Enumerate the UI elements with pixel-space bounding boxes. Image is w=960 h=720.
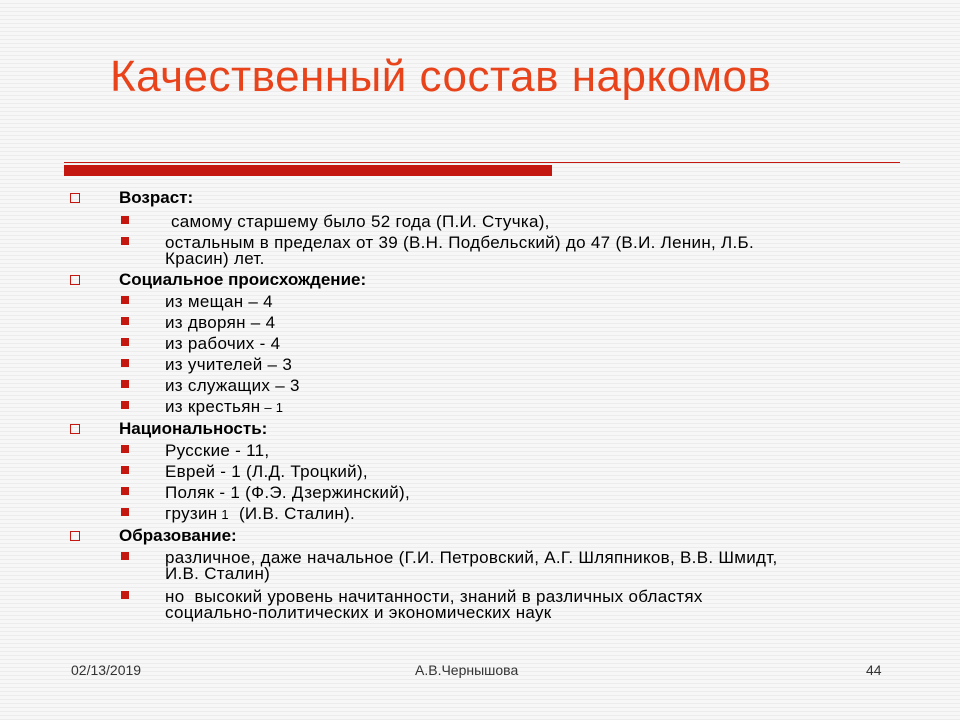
- hollow-square-bullet-icon: [70, 531, 80, 541]
- section-age: [68, 187, 908, 269]
- list-item-count: – 1: [260, 400, 284, 415]
- list-item-text-tail: (И.В. Сталин).: [228, 504, 356, 523]
- section-heading-text: Социальное происхождение:: [119, 270, 367, 289]
- list-item: [68, 209, 908, 232]
- list-item-text: Поляк - 1 (Ф.Э. Дзержинский),: [165, 483, 410, 502]
- list-item: [68, 461, 908, 482]
- filled-square-bullet-icon: [121, 216, 129, 224]
- list-item-text: из учителей – 3: [165, 355, 293, 374]
- filled-square-bullet-icon: [121, 487, 129, 495]
- list-item-text: различное, даже начальное (Г.И. Петровский, А.Г. Шляпников, В.В. Шмидт,: [165, 548, 778, 567]
- list-item-text: грузин: [165, 504, 218, 523]
- list-item: [68, 584, 908, 623]
- slide-content: [68, 187, 908, 623]
- section-heading-text: Национальность:: [119, 419, 268, 438]
- title-divider-thin: [64, 162, 900, 163]
- section-heading-text: Образование:: [119, 526, 237, 545]
- section-education: [68, 525, 908, 623]
- hollow-square-bullet-icon: [70, 193, 80, 203]
- list-item-text-continued: И.В. Сталин): [165, 564, 271, 583]
- footer-date: 02/13/2019: [71, 662, 142, 678]
- list-item: [68, 547, 908, 584]
- list-item-text: из крестьян: [165, 397, 261, 416]
- slide-title: Качественный состав наркомов: [110, 52, 772, 101]
- list-item-text: из мещан – 4: [165, 292, 273, 311]
- list-item-text: из служащих – 3: [165, 376, 300, 395]
- list-item: [68, 482, 908, 503]
- filled-square-bullet-icon: [121, 591, 129, 599]
- filled-square-bullet-icon: [121, 359, 129, 367]
- list-item-count: 1: [217, 507, 229, 522]
- section-heading-text: Возраст:: [119, 188, 194, 207]
- list-item-text: Русские - 11,: [165, 441, 270, 460]
- footer-author: А.В.Чернышова: [415, 662, 519, 678]
- filled-square-bullet-icon: [121, 338, 129, 346]
- filled-square-bullet-icon: [121, 380, 129, 388]
- list-item-text-continued: социально-политических и экономических наук: [165, 603, 552, 622]
- list-item: [68, 375, 908, 396]
- filled-square-bullet-icon: [121, 445, 129, 453]
- section-social-origin: [68, 269, 908, 418]
- list-item-text: из дворян – 4: [165, 313, 276, 332]
- list-item: [68, 312, 908, 333]
- list-item-text: Еврей - 1 (Л.Д. Троцкий),: [165, 462, 368, 481]
- filled-square-bullet-icon: [121, 552, 129, 560]
- section-heading: [68, 269, 908, 291]
- list-item-text: из рабочих - 4: [165, 334, 281, 353]
- filled-square-bullet-icon: [121, 401, 129, 409]
- filled-square-bullet-icon: [121, 317, 129, 325]
- filled-square-bullet-icon: [121, 237, 129, 245]
- list-item: [68, 503, 908, 525]
- list-item: [68, 333, 908, 354]
- hollow-square-bullet-icon: [70, 275, 80, 285]
- footer-page-number: 44: [866, 662, 882, 678]
- list-item-text: самому старшему было 52 года (П.И. Стучка),: [171, 212, 550, 231]
- list-item: [68, 232, 908, 269]
- list-item: [68, 396, 908, 418]
- filled-square-bullet-icon: [121, 466, 129, 474]
- list-item-text: но высокий уровень начитанности, знаний в различных областях: [165, 587, 703, 606]
- hollow-square-bullet-icon: [70, 424, 80, 434]
- list-item: [68, 291, 908, 312]
- section-heading: [68, 187, 908, 209]
- filled-square-bullet-icon: [121, 296, 129, 304]
- section-nationality: [68, 418, 908, 525]
- list-item-text-continued: Красин) лет.: [165, 249, 265, 268]
- section-heading: [68, 418, 908, 440]
- list-item-text: остальным в пределах от 39 (В.Н. Подбельский) до 47 (В.И. Ленин, Л.Б.: [165, 233, 755, 252]
- section-heading: [68, 525, 908, 547]
- list-item: [68, 354, 908, 375]
- list-item: [68, 440, 908, 461]
- filled-square-bullet-icon: [121, 508, 129, 516]
- title-divider-thick: [64, 165, 552, 176]
